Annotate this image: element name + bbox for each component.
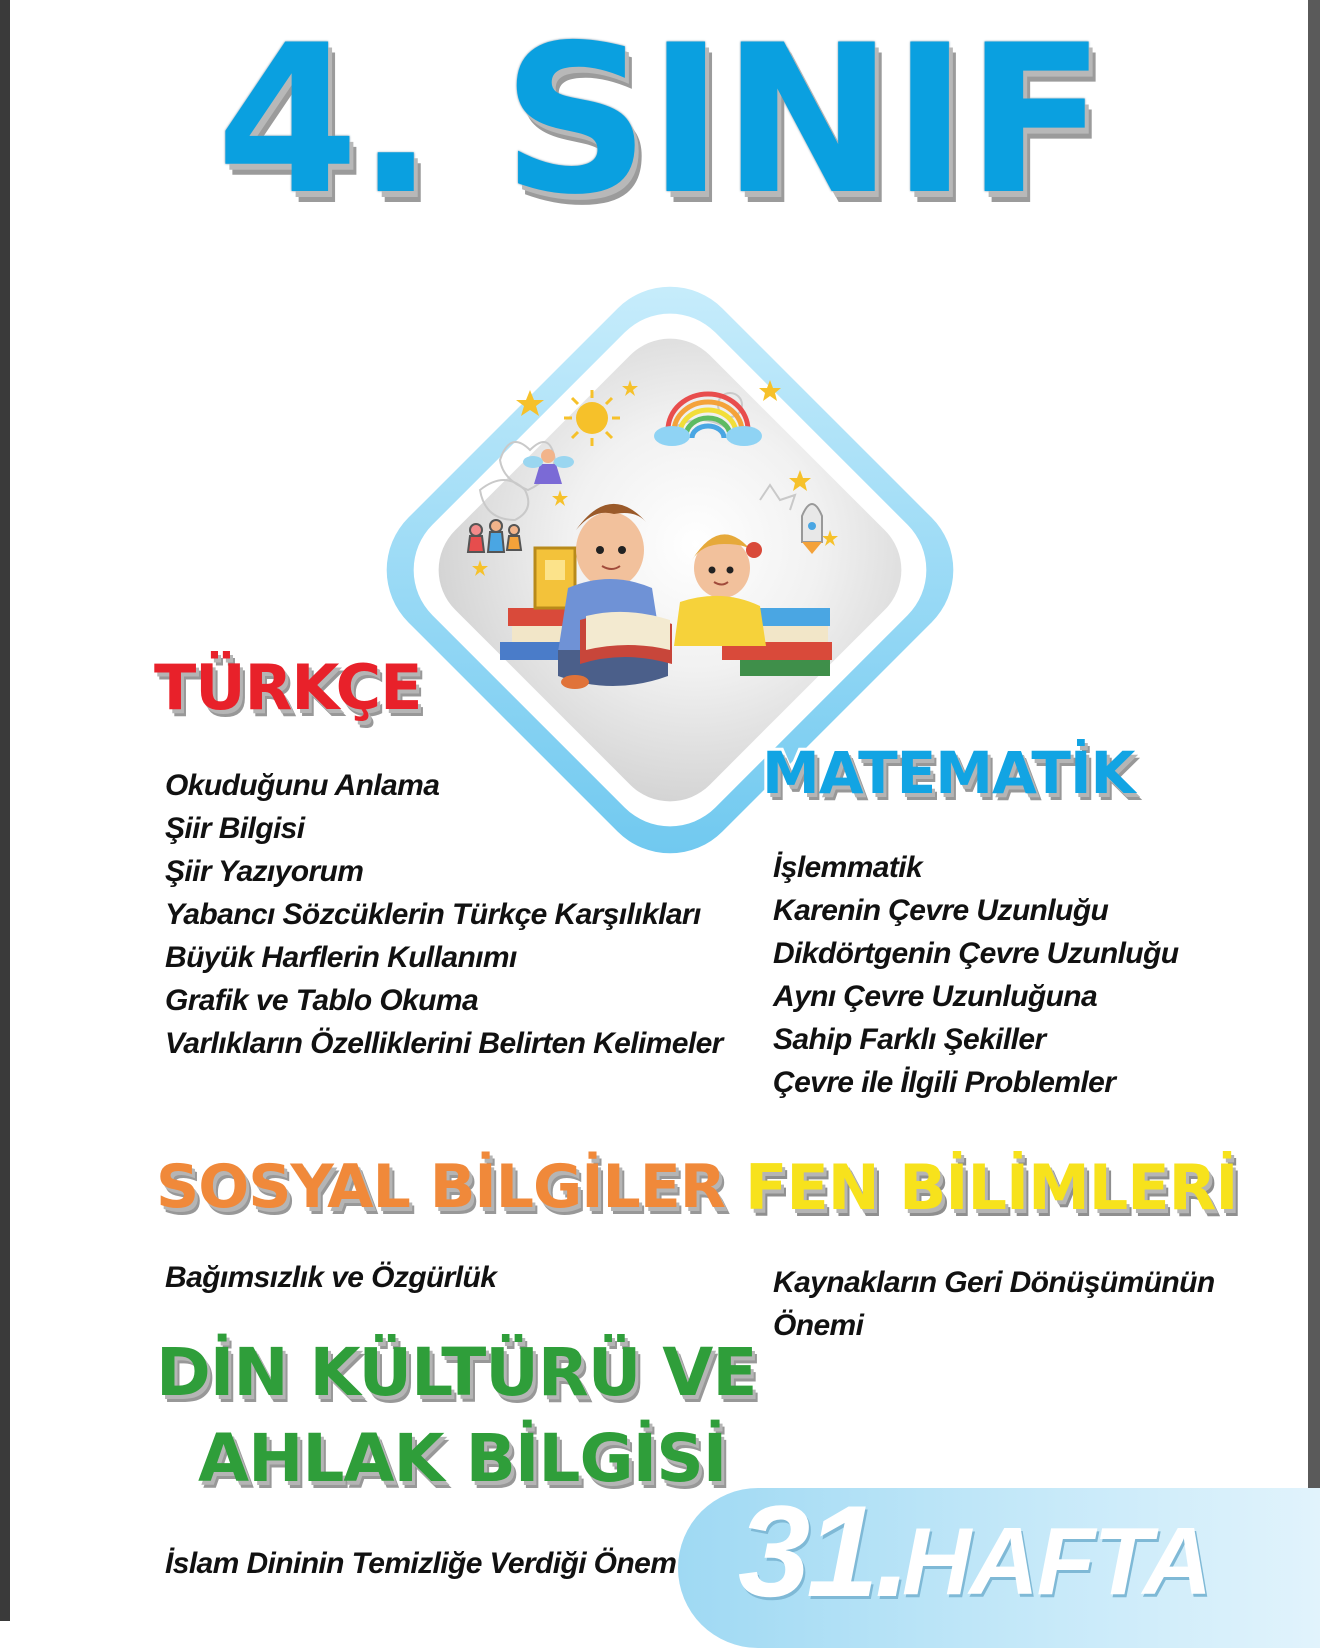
din-topic-list: [165, 1542, 676, 1585]
sosyal-bilgiler-heading: SOSYAL BİLGİLER: [156, 1152, 725, 1222]
topic-item: Okuduğunu Anlama: [165, 769, 440, 802]
week-number: 31.: [738, 1478, 907, 1624]
topic-item: Karenin Çevre Uzunluğu: [773, 894, 1109, 927]
topic-item: Sahip Farklı Şekiller: [773, 1023, 1046, 1056]
family-doodle-icon: [468, 520, 521, 552]
topic-item: Dikdörtgenin Çevre Uzunluğu: [773, 937, 1179, 970]
boy-reading-icon: [558, 504, 668, 689]
turkce-topic-list: [165, 764, 723, 1065]
rocket-doodle-icon: [802, 504, 822, 554]
matematik-heading: MATEMATİK: [762, 739, 1135, 807]
topic-item: Varlıkların Özelliklerini Belirten Kelimeler: [165, 1027, 723, 1060]
turkce-heading: TÜRKÇE: [154, 651, 422, 724]
topic-item: Yabancı Sözcüklerin Türkçe Karşılıkları: [165, 898, 701, 931]
din-heading-line: AHLAK BİLGİSİ: [198, 1420, 727, 1497]
topic-item: Grafik ve Tablo Okuma: [165, 984, 479, 1017]
topic-item: Bağımsızlık ve Özgürlük: [165, 1261, 497, 1294]
topic-item: Şiir Yazıyorum: [165, 855, 364, 888]
topic-item: Şiir Bilgisi: [165, 812, 305, 845]
matematik-topic-list: [773, 846, 1179, 1104]
fen-topic-list: [773, 1261, 1215, 1347]
topic-item: Çevre ile İlgili Problemler: [773, 1066, 1116, 1099]
right-frame-border: [1308, 0, 1320, 1621]
topic-item: Önemi: [773, 1309, 864, 1342]
left-frame-border: [0, 0, 10, 1621]
din-kulturu-heading: [156, 1330, 756, 1502]
girl-reading-icon: [674, 534, 766, 646]
sosyal-topic-list: [165, 1256, 496, 1299]
topic-item: Aynı Çevre Uzunluğuna: [773, 980, 1098, 1013]
topic-item: İşlemmatik: [773, 851, 923, 884]
din-heading-line: DİN KÜLTÜRÜ VE: [156, 1334, 757, 1411]
open-book-icon: [580, 612, 672, 664]
week-label: HAFTA: [902, 1508, 1211, 1615]
fairy-doodle-icon: [523, 449, 574, 484]
fen-bilimleri-heading: FEN BİLİMLERİ: [745, 1151, 1238, 1224]
topic-item: İslam Dininin Temizliğe Verdiği Önem: [165, 1547, 677, 1580]
topic-item: Kaynakların Geri Dönüşümünün: [773, 1266, 1215, 1299]
topic-item: Büyük Harflerin Kullanımı: [165, 941, 517, 974]
sun-doodle-icon: [564, 390, 620, 446]
page-title: 4. SINIF: [216, 2, 1104, 240]
